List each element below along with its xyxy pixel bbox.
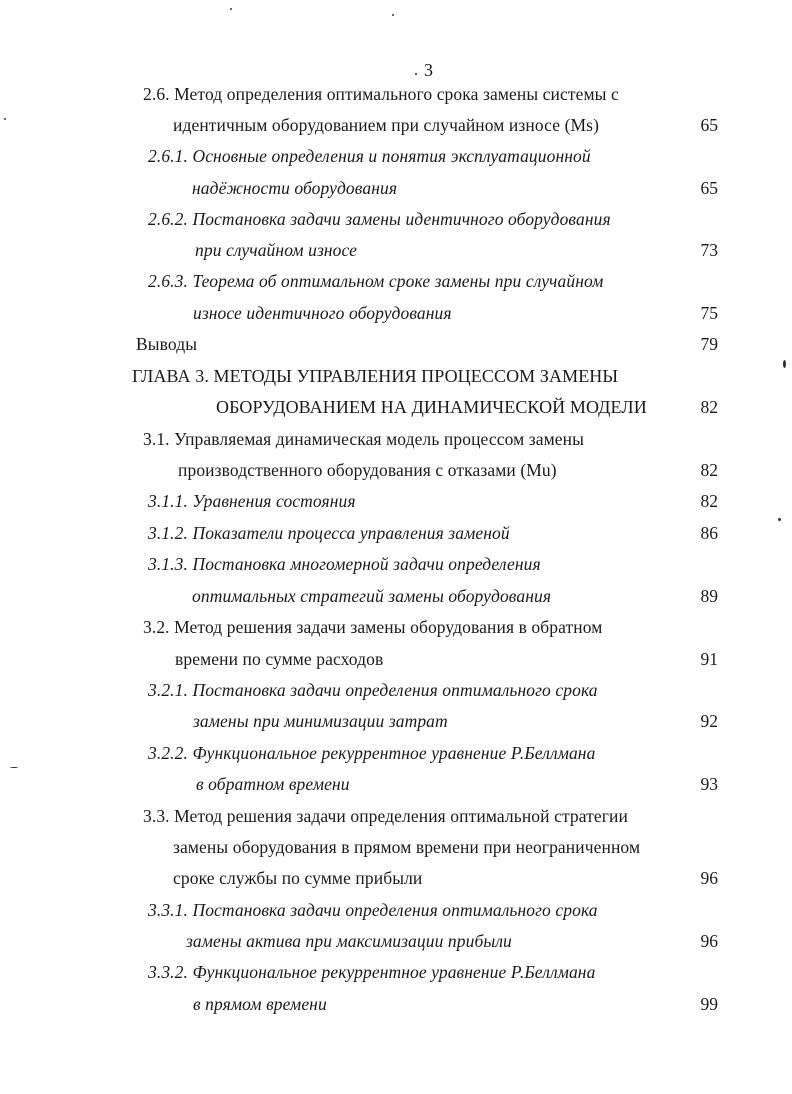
toc-line: в прямом времени — [193, 994, 327, 1014]
toc-line: 2.6.2. Постановка задачи замены идентичного оборудования — [148, 209, 611, 229]
toc-line: при случайном износе — [195, 240, 358, 260]
toc-line: 3.2.2. Функциональное рекуррентное уравнение Р.Беллмана — [148, 743, 596, 763]
chapter-heading: ГЛАВА 3. МЕТОДЫ УПРАВЛЕНИЯ ПРОЦЕССОМ ЗАМЕНЫ — [132, 366, 619, 386]
toc-line: 2.6.1. Основные определения и понятия эксплуатационной — [148, 146, 591, 166]
scan-speck — [392, 14, 394, 16]
toc-line: 2.6. Метод определения оптимального срока замены системы с — [143, 84, 619, 104]
toc-line: 3.2.1. Постановка задачи определения оптимального срока — [148, 680, 598, 700]
toc-line: замены при минимизации затрат — [193, 711, 448, 731]
toc-line: 3.1.3. Постановка многомерной задачи определения — [148, 554, 541, 574]
scan-speck — [230, 8, 232, 10]
toc-line: идентичным оборудованием при случайном износе (Ms) — [173, 115, 600, 135]
toc-line: замены актива при максимизации прибыли — [186, 931, 512, 951]
toc-line: износе идентичного оборудования — [193, 303, 452, 323]
toc-line: надёжности оборудования — [192, 178, 398, 198]
toc-line: в обратном времени — [196, 774, 350, 794]
toc-line: 3.3.1. Постановка задачи определения оптимального срока — [148, 900, 598, 920]
toc-line: сроке службы по сумме прибыли — [173, 868, 423, 888]
toc-line: Выводы — [136, 334, 198, 354]
toc-line: 3.1. Управляемая динамическая модель процессом замены — [143, 429, 584, 449]
scan-speck — [783, 360, 786, 368]
chapter-heading: ОБОРУДОВАНИЕМ НА ДИНАМИЧЕСКОЙ МОДЕЛИ — [216, 397, 647, 417]
toc-line: 2.6.3. Теорема об оптимальном сроке замены при случайном — [148, 271, 604, 291]
toc-line: 3.1.2. Показатели процесса управления заменой — [148, 523, 510, 543]
toc-line: 3.2. Метод решения задачи замены оборудования в обратном — [143, 617, 603, 637]
toc-line: времени по сумме расходов — [175, 649, 384, 669]
scan-speck — [10, 767, 18, 768]
toc-line: 3.3.2. Функциональное рекуррентное уравнение Р.Беллмана — [148, 962, 596, 982]
toc-line: 3.1.1. Уравнения состояния — [148, 491, 356, 511]
scan-speck — [778, 518, 781, 521]
toc-line: 3.3. Метод решения задачи определения оптимальной стратегии — [143, 806, 628, 826]
scan-speck — [4, 118, 6, 120]
scan-speck — [415, 73, 417, 75]
toc-line: оптимальных стратегий замены оборудования — [192, 586, 552, 606]
toc-line: замены оборудования в прямом времени при неограниченном — [173, 837, 641, 857]
page-number: 3 — [424, 60, 433, 80]
toc-line: производственного оборудования с отказами (Mu) — [178, 460, 557, 480]
